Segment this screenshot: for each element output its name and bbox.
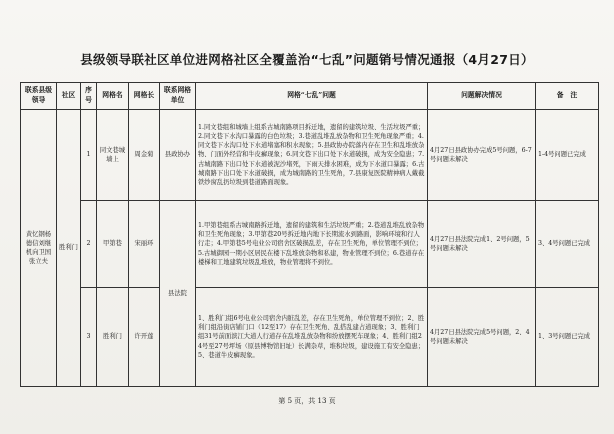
header-community: 社区 (57, 83, 81, 110)
solution-cell: 4月27日县政协办完成5号问题，6-7号问题未解决 (428, 110, 536, 201)
grid-name-cell: 甲第巷 (97, 201, 129, 288)
header-issues: 网格“七乱”问题 (196, 83, 428, 110)
header-unit: 联系网格单位 (160, 83, 196, 110)
grid-chief-cell: 周金菊 (129, 110, 160, 201)
community-cell: 胜利门 (57, 110, 81, 387)
solution-cell: 4月27日县法院完成1、2号问题，5号问题未解决 (428, 201, 536, 288)
table-row (21, 201, 599, 288)
issues-cell: 1.同文巷组和城墙上组系古城南路项目拆迁地，遗留的建筑垃圾、生活垃圾严重；2.同文巷下水沟口暴露的白色垃圾；3.巷道乱堆乱放杂物和卫生死角现象严重；4.同文巷下水沟口处下水道堵塞和积水现象；5.县政协办院落内存在卫生和乱堆放杂物、门面外经营和牛皮癣现象；6.同文巷下出口处下水道破损，成为安全隐患；7.古城南路下出口处下水道被泥沙堵死，下雨天排水困难，成为下水道口暴露；6.古城南路下出口处下水道破损，成为城南路的卫生死角，7.县康复医院精神病人戴截铁纱窗乱扔垃圾到巷道路面现象。 (196, 110, 428, 201)
unit-cell: 县政协办 (160, 110, 196, 201)
issues-cell: 1、胜利门组6号电业公司宿舍内脏乱差，存在卫生死角，单位管理不到位；2、胜利门组沿街店铺门口（12至17）存在卫生死角、乱搭乱建占道现象；3、胜利门组31号前面滨江大道人行道存在乱堆乱放杂物和纷放摆死车现象；4、胜利门组24号至27号坪场（原县博物馆旧址）长满杂草，堆积垃圾，建设施工有安全隐患；5、巷道牛皮癣现象。 (196, 288, 428, 387)
row-number: 1 (81, 110, 97, 201)
grid-name-cell: 同文巷城墙上 (97, 110, 129, 201)
solution-cell: 4月27日县法院完成5号问题，2、4号问题未解决 (428, 288, 536, 387)
header-remark: 备 注 (536, 83, 599, 110)
issues-cell: 1.甲第巷组系古城南路拆迁地，遗留的建筑和生活垃圾严重；2.巷道乱堆乱放杂物和卫生死角现象；3.甲第巷20号拆迁地内地下长期流水到路面，影响环境和行人行走；4.甲第巷5号电业公司宿舍区破损乱差，存在卫生死角，单位管理不到位；5.古城御园一期小区居民在楼下乱堆放杂物和私建，物业管理不到位；6.巷道存在楼梯和工地建筑垃圾乱堆放，物业管理将不到位。 (196, 201, 428, 288)
leader-cell: 黄忆钢杨德信刘继机向卫国张立夫 (21, 110, 57, 387)
report-table (20, 82, 599, 387)
header-grid-chief: 网格长 (129, 83, 160, 110)
unit-cell-shared: 县法院 (160, 201, 196, 387)
row-number: 2 (81, 201, 97, 288)
row-number: 3 (81, 288, 97, 387)
header-solution: 问题解决情况 (428, 83, 536, 110)
table-row (21, 110, 599, 201)
header-number: 序号 (81, 83, 97, 110)
header-grid-name: 网格名 (97, 83, 129, 110)
grid-chief-cell: 许开莲 (129, 288, 160, 387)
grid-name-cell: 胜利门 (97, 288, 129, 387)
remark-cell: 1-4号问题已完成 (536, 110, 599, 201)
header-leader: 联系县级领导 (21, 83, 57, 110)
table-header-row (21, 83, 599, 110)
page-title: 县级领导联社区单位进网格社区全覆盖治“七乱”问题销号情况通报（4月27日） (80, 52, 534, 67)
remark-cell: 3、4号问题已完成 (536, 201, 599, 288)
page-footer: 第 5 页，共 13 页 (278, 397, 336, 405)
table-row (21, 288, 599, 387)
grid-chief-cell: 宋丽环 (129, 201, 160, 288)
remark-cell: 1、3号问题已完成 (536, 288, 599, 387)
